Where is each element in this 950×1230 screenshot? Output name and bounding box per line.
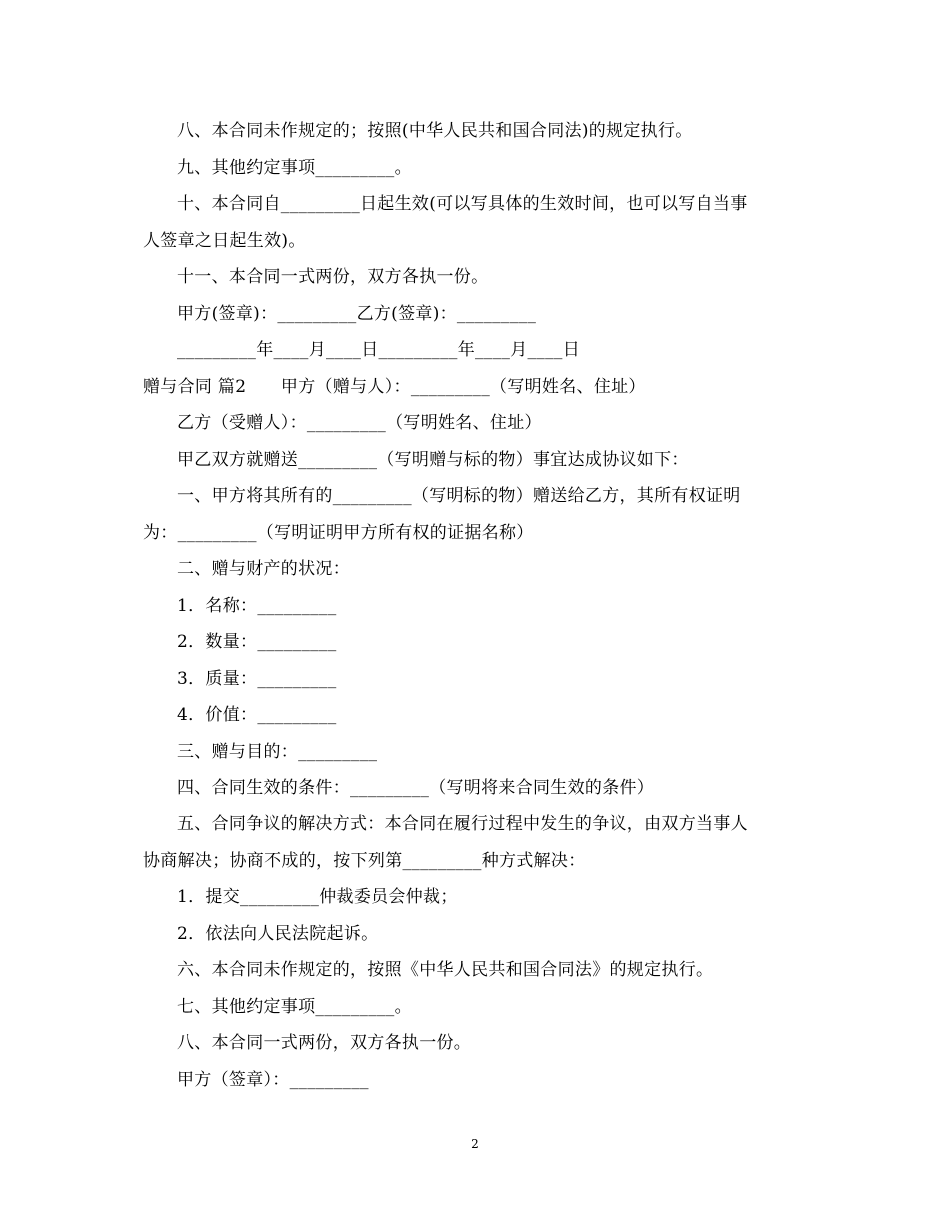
section-heading-line: 赠与合同 篇2 甲方（赠与人）：_________（写明姓名、住址） — [143, 377, 646, 397]
paragraph-line: 一、甲方将其所有的_________（写明标的物）赠送给乙方，其所有权证明 — [177, 486, 741, 506]
list-item: 3．质量：_________ — [177, 669, 337, 689]
paragraph-line: 九、其他约定事项_________。 — [177, 158, 412, 178]
list-item: 4．价值：_________ — [177, 705, 337, 725]
paragraph-line: 八、本合同一式两份，双方各执一份。 — [177, 1033, 472, 1053]
paragraph-line: 人签章之日起生效)。 — [143, 231, 306, 251]
paragraph-line: 六、本合同未作规定的，按照《中华人民共和国合同法》的规定执行。 — [177, 960, 714, 980]
list-item: 1．提交_________仲裁委员会仲裁； — [177, 887, 458, 907]
paragraph-line: 为：_________（写明证明甲方所有权的证据名称） — [143, 523, 534, 543]
list-item: 1．名称：_________ — [177, 596, 337, 616]
paragraph-line: 七、其他约定事项_________。 — [177, 997, 412, 1017]
signature-line: 甲方(签章)：_________乙方(签章)：_________ — [177, 304, 537, 324]
page-number: 2 — [471, 1137, 479, 1151]
paragraph-line: 八、本合同未作规定的；按照(中华人民共和国合同法)的规定执行。 — [177, 121, 693, 141]
paragraph-line: 甲乙双方就赠送_________（写明赠与标的物）事宜达成协议如下： — [177, 450, 689, 470]
list-item: 2．数量：_________ — [177, 632, 337, 652]
signature-line: 甲方（签章）：_________ — [177, 1070, 369, 1090]
paragraph-line: 五、合同争议的解决方式：本合同在履行过程中发生的争议，由双方当事人 — [177, 814, 748, 834]
list-item: 2．依法向人民法院起诉。 — [177, 924, 379, 944]
paragraph-line: 十一、本合同一式两份，双方各执一份。 — [177, 267, 489, 287]
paragraph-line: 三、赠与目的：_________ — [177, 742, 378, 762]
paragraph-line: 四、合同生效的条件：_________（写明将来合同生效的条件） — [177, 778, 655, 798]
paragraph-line: 乙方（受赠人）：_________（写明姓名、住址） — [177, 413, 542, 433]
paragraph-line: 协商解决；协商不成的，按下列第_________种方式解决： — [143, 851, 586, 871]
paragraph-line: 二、赠与财产的状况： — [177, 559, 350, 579]
paragraph-line: 十、本合同自_________日起生效(可以写具体的生效时间，也可以写自当事 — [177, 194, 748, 214]
date-line: _________年____月____日_________年____月____日 — [177, 340, 580, 360]
